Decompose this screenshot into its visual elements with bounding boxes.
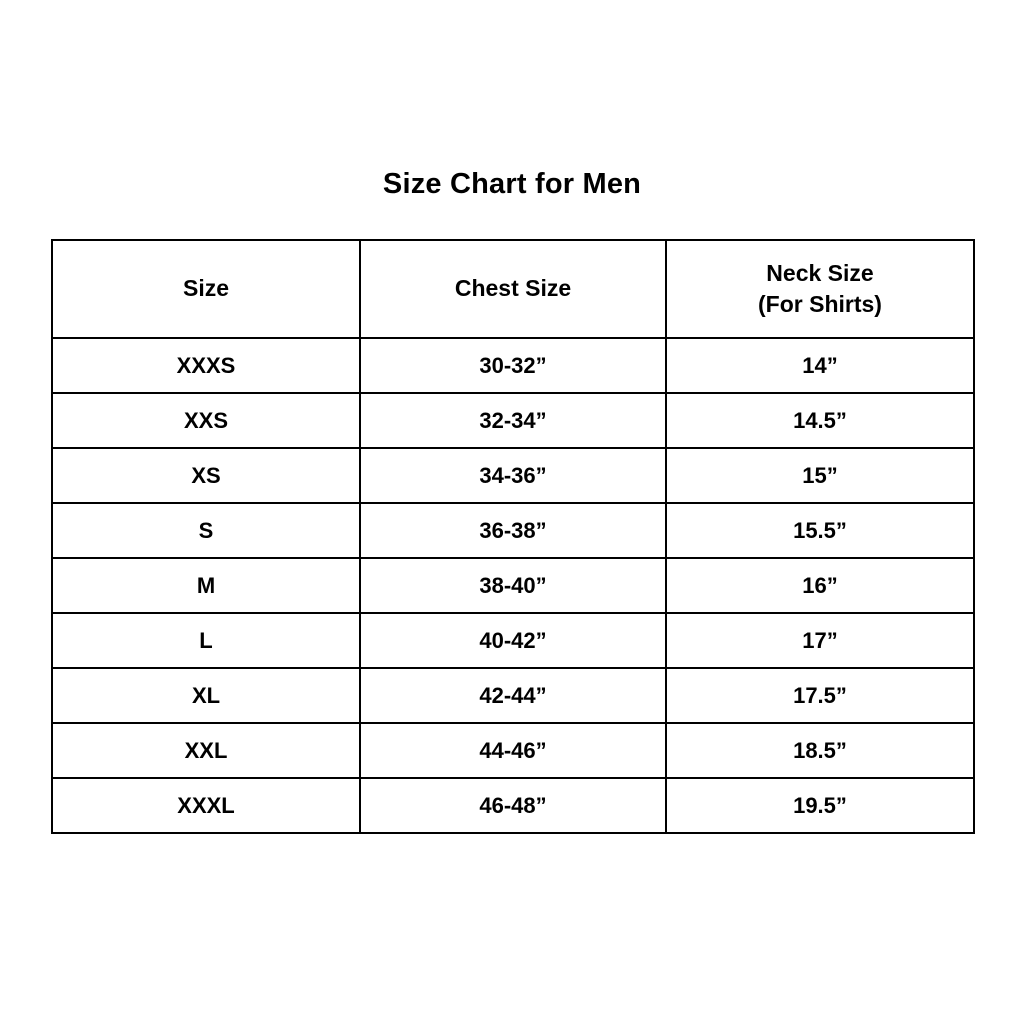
table-header-row (52, 240, 974, 338)
table-row (52, 613, 974, 668)
column-header-size-label: Size (182, 275, 230, 302)
cell-neck: 14” (666, 338, 974, 393)
table-body (52, 338, 974, 833)
cell-size: S (52, 503, 360, 558)
column-header-neck-sublabel: (For Shirts) (758, 291, 882, 317)
table-row (52, 393, 974, 448)
column-header-chest (360, 240, 666, 338)
cell-size: XXXS (52, 338, 360, 393)
column-header-size (52, 240, 360, 338)
cell-size: M (52, 558, 360, 613)
table-row (52, 668, 974, 723)
cell-chest: 36-38” (360, 503, 666, 558)
page-title: Size Chart for Men (382, 168, 642, 200)
cell-neck: 17.5” (666, 668, 974, 723)
cell-neck: 19.5” (666, 778, 974, 833)
size-chart-table (51, 239, 975, 834)
cell-size: XXXL (52, 778, 360, 833)
cell-chest: 46-48” (360, 778, 666, 833)
cell-size: XXS (52, 393, 360, 448)
column-header-neck (666, 240, 974, 338)
cell-neck: 15.5” (666, 503, 974, 558)
cell-size: XXL (52, 723, 360, 778)
cell-chest: 38-40” (360, 558, 666, 613)
cell-size: XS (52, 448, 360, 503)
table-row (52, 723, 974, 778)
column-header-neck-label: Neck Size (766, 259, 874, 286)
table-row (52, 778, 974, 833)
cell-chest: 44-46” (360, 723, 666, 778)
cell-chest: 42-44” (360, 668, 666, 723)
table-row (52, 338, 974, 393)
cell-neck: 15” (666, 448, 974, 503)
table-row (52, 503, 974, 558)
cell-neck: 18.5” (666, 723, 974, 778)
cell-chest: 34-36” (360, 448, 666, 503)
table-header (52, 240, 974, 338)
cell-neck: 16” (666, 558, 974, 613)
cell-neck: 14.5” (666, 393, 974, 448)
cell-chest: 32-34” (360, 393, 666, 448)
cell-size: L (52, 613, 360, 668)
cell-chest: 40-42” (360, 613, 666, 668)
column-header-chest-label: Chest Size (454, 275, 572, 302)
cell-neck: 17” (666, 613, 974, 668)
cell-chest: 30-32” (360, 338, 666, 393)
table-row (52, 448, 974, 503)
cell-size: XL (52, 668, 360, 723)
table-row (52, 558, 974, 613)
